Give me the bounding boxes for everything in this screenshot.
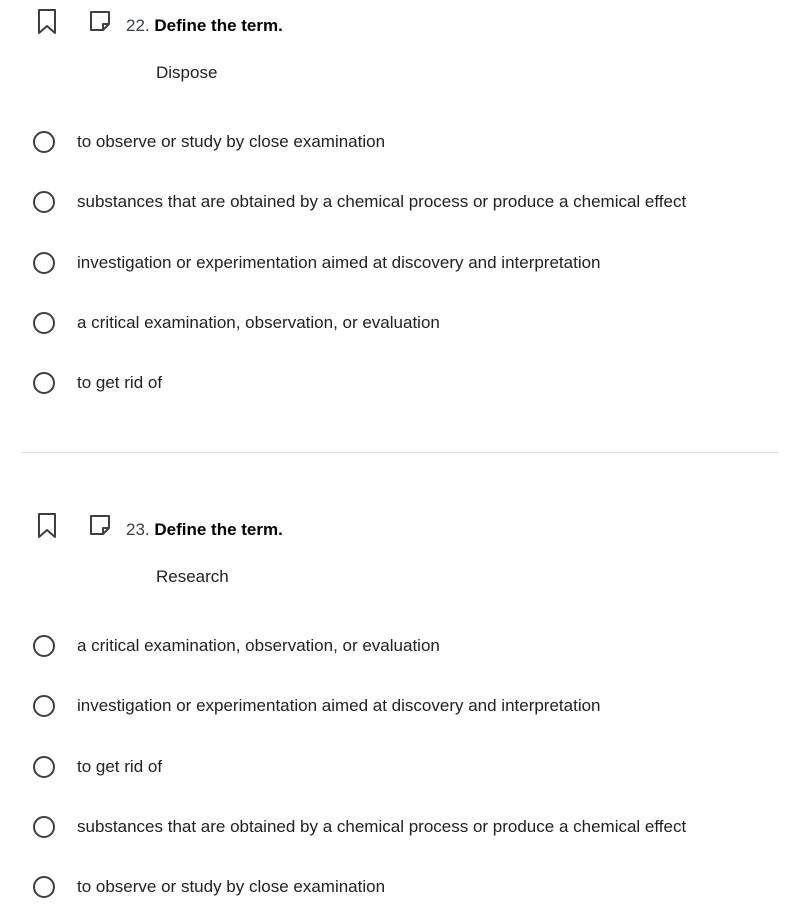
radio-unselected-icon[interactable] [33, 635, 55, 657]
bookmark-icon[interactable] [37, 513, 57, 539]
radio-unselected-icon[interactable] [33, 191, 55, 213]
answer-option[interactable] [33, 249, 601, 277]
question-prompt: Define the term. [154, 16, 283, 35]
radio-unselected-icon[interactable] [33, 131, 55, 153]
question-prompt: Define the term. [154, 520, 283, 539]
answer-option[interactable] [33, 813, 686, 841]
answer-option[interactable] [33, 753, 162, 781]
question-number: 23. [126, 520, 150, 539]
sticky-note-icon[interactable] [88, 9, 112, 33]
answer-option[interactable] [33, 188, 686, 216]
answer-option-label: to get rid of [77, 757, 163, 776]
radio-unselected-icon[interactable] [33, 876, 55, 898]
answer-option-label: to observe or study by close examination [77, 877, 386, 896]
answer-option[interactable] [33, 369, 162, 397]
answer-option[interactable] [33, 128, 385, 156]
answer-option[interactable] [33, 873, 385, 901]
answer-option-label: to get rid of [77, 373, 163, 392]
question-term: Dispose [156, 63, 218, 82]
radio-unselected-icon[interactable] [33, 252, 55, 274]
radio-unselected-icon[interactable] [33, 816, 55, 838]
answer-option[interactable] [33, 692, 601, 720]
answer-option[interactable] [33, 632, 440, 660]
answer-option-label: substances that are obtained by a chemical process or produce a chemical effect [77, 817, 687, 836]
question-term: Research [156, 567, 229, 586]
question-divider [22, 452, 779, 453]
answer-option-label: substances that are obtained by a chemical process or produce a chemical effect [77, 192, 687, 211]
answer-option-label: investigation or experimentation aimed at discovery and interpretation [77, 696, 601, 715]
question-header [126, 519, 283, 541]
radio-unselected-icon[interactable] [33, 756, 55, 778]
question-header [126, 15, 283, 37]
answer-option-label: a critical examination, observation, or evaluation [77, 636, 440, 655]
answer-option-label: a critical examination, observation, or evaluation [77, 313, 440, 332]
answer-option[interactable] [33, 309, 440, 337]
bookmark-icon[interactable] [37, 9, 57, 35]
radio-unselected-icon[interactable] [33, 372, 55, 394]
radio-unselected-icon[interactable] [33, 312, 55, 334]
question-number: 22. [126, 16, 150, 35]
sticky-note-icon[interactable] [88, 513, 112, 537]
answer-option-label: to observe or study by close examination [77, 132, 386, 151]
answer-option-label: investigation or experimentation aimed at discovery and interpretation [77, 253, 601, 272]
radio-unselected-icon[interactable] [33, 695, 55, 717]
